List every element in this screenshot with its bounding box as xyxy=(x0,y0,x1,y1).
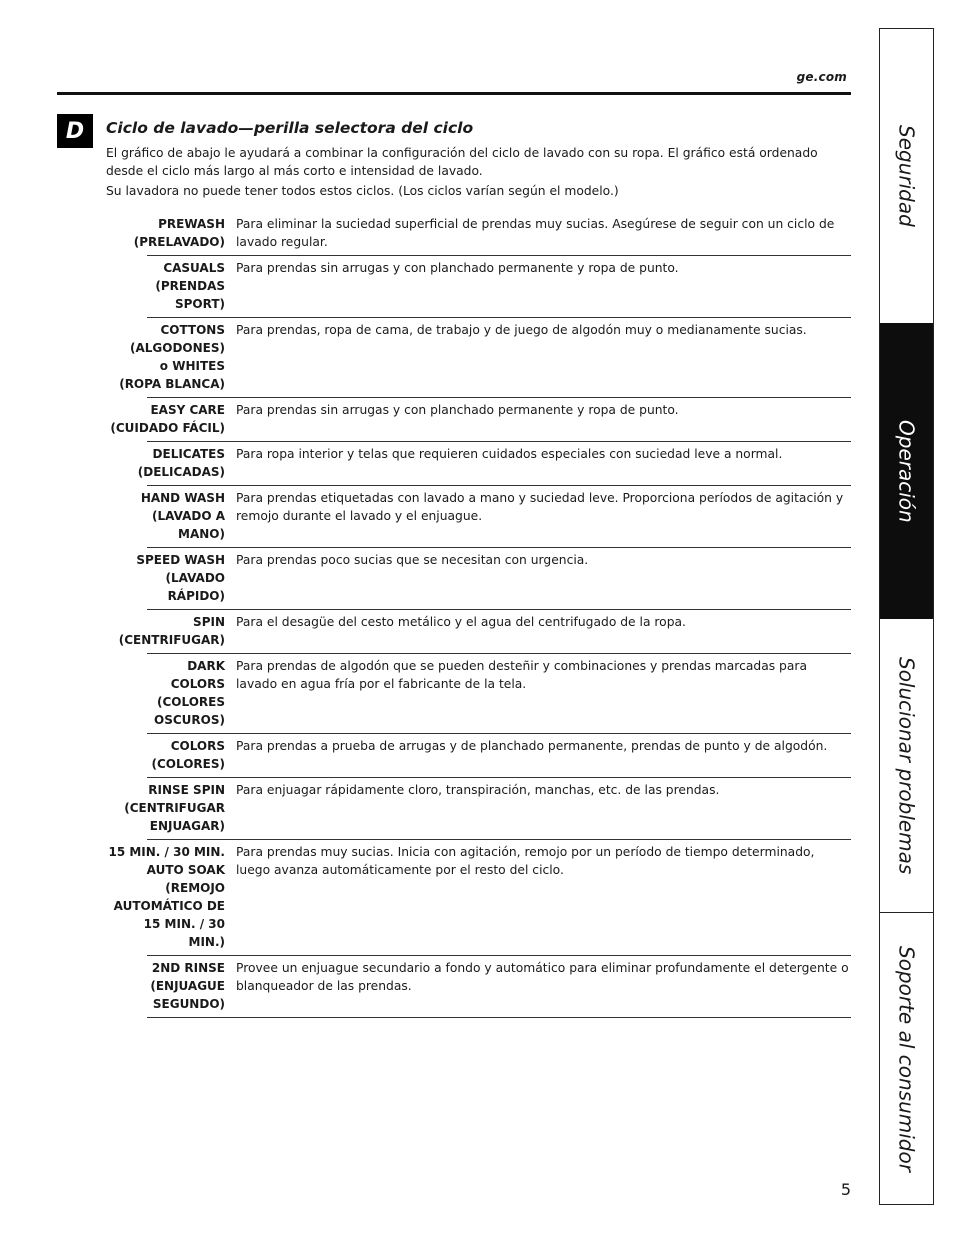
intro-paragraph: Su lavadora no puede tener todos estos ciclos. (Los ciclos varían según el modelo.) xyxy=(106,184,619,198)
cycle-description: Provee un enjuague secundario a fondo y automático para eliminar profundamente el detergente o blanqueador de las prendas. xyxy=(236,961,849,993)
cycle-name: EASY CARE (CUIDADO FÁCIL) xyxy=(110,403,225,435)
cycle-name: CASUALS (PRENDAS SPORT) xyxy=(155,261,225,311)
cycle-description: Para prendas, ropa de cama, de trabajo y de juego de algodón muy o medianamente sucias. xyxy=(236,323,807,337)
cycle-description: Para el desagüe del cesto metálico y el agua del centrifugado de la ropa. xyxy=(236,615,686,629)
cycle-row xyxy=(106,548,851,609)
cycle-row xyxy=(106,840,851,955)
header-rule xyxy=(57,92,851,95)
tab-label: Soporte al consumidor xyxy=(894,945,919,1172)
cycle-description: Para enjuagar rápidamente cloro, transpiración, manchas, etc. de las prendas. xyxy=(236,783,720,797)
cycle-row xyxy=(106,318,851,397)
cycle-row xyxy=(106,398,851,441)
cycle-table xyxy=(106,212,851,1018)
section-title: Ciclo de lavado—perilla selectora del ciclo xyxy=(106,119,474,137)
tab-seguridad[interactable] xyxy=(880,29,933,323)
tab-label: Solucionar problemas xyxy=(894,656,919,875)
cycle-description: Para prendas a prueba de arrugas y de planchado permanente, prendas de punto y de algodón. xyxy=(236,739,828,753)
cycle-name: COLORS (COLORES) xyxy=(151,739,225,771)
page-number: 5 xyxy=(840,1180,851,1199)
cycle-name: SPIN (CENTRIFUGAR) xyxy=(118,615,225,647)
cycle-name: 15 MIN. / 30 MIN. AUTO SOAK (REMOJO AUTOMÁTICO DE 15 MIN. / 30 MIN.) xyxy=(108,845,225,949)
cycle-row xyxy=(106,734,851,777)
cycle-row xyxy=(106,654,851,733)
cycle-name: DELICATES (DELICADAS) xyxy=(137,447,225,479)
site-url: ge.com xyxy=(796,70,847,84)
cycle-name: COTTONS (ALGODONES) o WHITES (ROPA BLANCA) xyxy=(119,323,225,391)
cycle-row xyxy=(106,256,851,317)
tab-label: Seguridad xyxy=(894,125,919,227)
cycle-description: Para prendas de algodón que se pueden desteñir y combinaciones y prendas marcadas para lavado en agua fría por el fabricante de la tela. xyxy=(236,659,807,691)
section-tabs xyxy=(879,28,934,1205)
tab-solucionar-problemas[interactable] xyxy=(880,619,933,912)
cycle-name: RINSE SPIN (CENTRIFUGAR ENJUAGAR) xyxy=(124,783,225,833)
section-letter-badge: D xyxy=(57,114,93,148)
cycle-description: Para ropa interior y telas que requieren cuidados especiales con suciedad leve a normal. xyxy=(236,447,783,461)
cycle-name: PREWASH (PRELAVADO) xyxy=(133,217,225,249)
cycle-description: Para prendas sin arrugas y con planchado permanente y ropa de punto. xyxy=(236,403,679,417)
cycle-row xyxy=(106,212,851,255)
cycle-description: Para prendas muy sucias. Inicia con agitación, remojo por un período de tiempo determinado, luego avanza automáticamente por el resto del ciclo. xyxy=(236,845,815,877)
cycle-row xyxy=(106,778,851,839)
cycle-description: Para prendas sin arrugas y con planchado permanente y ropa de punto. xyxy=(236,261,679,275)
cycle-description: Para prendas etiquetadas con lavado a mano y suciedad leve. Proporciona períodos de agitación y remojo durante el lavado y el enjuague. xyxy=(236,491,844,523)
cycle-description: Para prendas poco sucias que se necesitan con urgencia. xyxy=(236,553,589,567)
cycle-description: Para eliminar la suciedad superficial de prendas muy sucias. Asegúrese de seguir con un ciclo de lavado regular. xyxy=(236,217,835,249)
cycle-name: 2ND RINSE (ENJUAGUE SEGUNDO) xyxy=(150,961,225,1011)
intro-paragraph: El gráfico de abajo le ayudará a combinar la configuración del ciclo de lavado con su ropa. El gráfico está ordenado desde el ciclo más largo al más corto e intensidad de lavado. xyxy=(106,146,818,178)
cycle-name: SPEED WASH (LAVADO RÁPIDO) xyxy=(136,553,225,603)
cycle-name: DARK COLORS (COLORES OSCUROS) xyxy=(154,659,225,727)
tab-soporte-al-consumidor[interactable] xyxy=(880,912,933,1204)
section-intro xyxy=(106,144,851,202)
cycle-row xyxy=(106,442,851,485)
cycle-row xyxy=(106,610,851,653)
row-divider xyxy=(147,1017,851,1018)
cycle-name: HAND WASH (LAVADO A MANO) xyxy=(140,491,225,541)
cycle-row xyxy=(106,486,851,547)
tab-label: Operación xyxy=(894,419,919,523)
tab-operacion[interactable] xyxy=(880,323,933,619)
cycle-row xyxy=(106,956,851,1017)
